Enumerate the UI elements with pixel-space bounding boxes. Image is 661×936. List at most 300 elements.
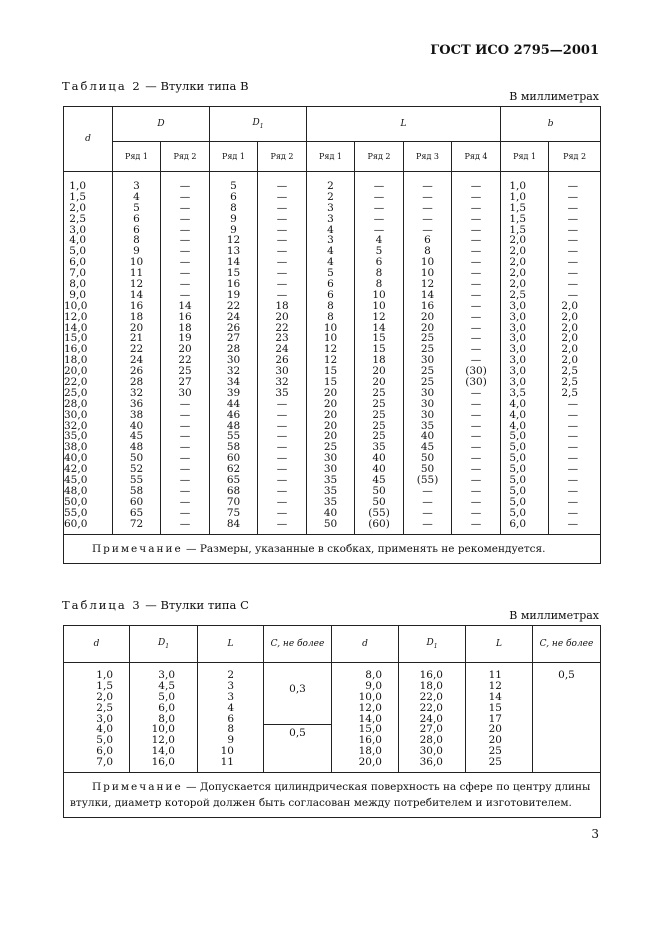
table3-column-D1 xyxy=(130,663,198,773)
table3-cell: 18,0 xyxy=(419,679,443,692)
table2-cell: 10,0 xyxy=(64,299,88,312)
table2-cell: — xyxy=(179,408,191,421)
table2-cell: — xyxy=(276,517,288,530)
table2-cell: 18 xyxy=(178,321,192,334)
table2-cell: — xyxy=(179,234,191,247)
table2-header-D1 xyxy=(210,107,307,142)
table2-cell: — xyxy=(422,484,433,497)
table2-cell: 35 xyxy=(323,495,338,508)
table2-cell: — xyxy=(276,408,288,421)
table2-cell: 20,0 xyxy=(64,365,88,378)
table3-cell: 15,0 xyxy=(358,723,382,736)
table2-cell: 45 xyxy=(420,441,435,454)
table2-cell: 25 xyxy=(372,419,386,432)
table3-C-bottom: 0,5 xyxy=(289,727,306,739)
table2-cell: 4,0 xyxy=(69,234,86,247)
table2-column-L-row1 xyxy=(307,172,355,535)
table2-cell: 42,0 xyxy=(64,463,88,476)
table2-cell: 24 xyxy=(129,354,144,367)
table2-cell: 60 xyxy=(226,452,241,465)
table2-column-b-row2 xyxy=(549,172,601,535)
table2-cell: — xyxy=(470,441,482,454)
table3-cell: 6,0 xyxy=(96,745,113,758)
table2-cell: 25 xyxy=(420,343,435,356)
table2-cell: — xyxy=(567,234,579,247)
table2-note-text: — Размеры, указанные в скобках, применять не рекомендуется. xyxy=(182,542,546,555)
table2-cell: 3,0 xyxy=(509,332,527,345)
table2-cell: 19 xyxy=(226,288,241,301)
table2-cell: 5 xyxy=(133,201,140,214)
table2-cell: — xyxy=(470,517,482,530)
table3-cell: 16,0 xyxy=(151,756,175,769)
table2-cell: 5,0 xyxy=(509,463,527,476)
table2-cell: — xyxy=(470,463,482,476)
table3-cell: 24,0 xyxy=(419,712,443,725)
table2-cell: — xyxy=(276,495,288,508)
table2-cell: — xyxy=(179,484,191,497)
table2-cell: — xyxy=(179,452,191,465)
table2-cell: — xyxy=(422,517,433,530)
table2-cell: 45,0 xyxy=(64,474,88,487)
table2-cell: 20 xyxy=(275,310,289,323)
table2-cell: 16 xyxy=(226,278,241,291)
table2-cell: 32 xyxy=(226,365,241,378)
table3-cell: 4,5 xyxy=(158,679,175,692)
table2-cell: — xyxy=(276,180,288,192)
table2-cell: — xyxy=(470,354,482,367)
table2-header-d: d xyxy=(64,107,113,172)
table2-cell: 24 xyxy=(275,343,289,356)
table2-cell: 35 xyxy=(420,419,435,432)
table2-cell: — xyxy=(422,190,433,203)
table3-cell: 20 xyxy=(488,723,502,736)
table2-cell: 2,5 xyxy=(509,288,527,301)
table2-cell: — xyxy=(179,245,191,258)
table2-cell: — xyxy=(179,288,191,301)
table2-cell: (60) xyxy=(368,517,390,530)
table3-column-C xyxy=(264,663,332,773)
table2-cell: — xyxy=(179,474,191,487)
table2-cell: 14 xyxy=(372,321,386,334)
table2-cell: — xyxy=(567,212,579,225)
table2-cell: 70 xyxy=(226,495,241,508)
table2-cell: 8 xyxy=(133,234,140,247)
table2-cell: 20 xyxy=(323,386,338,399)
table2-cell: — xyxy=(470,201,482,214)
table2-cell: 23 xyxy=(275,332,289,345)
table2-cell: 6,0 xyxy=(69,256,86,269)
table2-cell: 15 xyxy=(226,267,241,280)
table2-cell: 3,5 xyxy=(509,386,527,399)
table2-cell: (30) xyxy=(465,365,487,378)
table2-cell: 40 xyxy=(420,430,435,443)
table3-note-label: Примечание xyxy=(92,781,183,794)
table2-cell: 19 xyxy=(178,332,192,345)
table2-cell: — xyxy=(470,245,482,258)
table2-cell: 10 xyxy=(323,332,338,345)
table2-cell: 2 xyxy=(327,180,334,192)
table3-cell: 1,5 xyxy=(96,679,113,692)
table2-cell: — xyxy=(470,234,482,247)
table3-cell: 5,0 xyxy=(96,734,113,747)
table2-cell: 38 xyxy=(129,408,144,421)
table2-cell: 12 xyxy=(226,234,241,247)
table2-cell: — xyxy=(276,452,288,465)
table2-cell: 25 xyxy=(420,332,435,345)
table3-cell: 27,0 xyxy=(419,723,443,736)
table3-note-text: — Допускается цилиндрическая поверхность на сфере по центру длины втулки, диаметр которой должен быть согласован между потребителем и изготовителем. xyxy=(70,781,591,810)
table2-cell: 8 xyxy=(375,278,383,291)
table3-column-d xyxy=(64,663,130,773)
table2-column-D1-row2 xyxy=(258,172,307,535)
table2-cell: — xyxy=(276,441,288,454)
table2-cell: 25 xyxy=(178,365,192,378)
table2-cell: 3,0 xyxy=(69,223,86,236)
table2-caption-title: — Втулки типа В xyxy=(141,79,249,93)
table2-header-D1-main: D xyxy=(252,118,260,129)
table3-cell: 8 xyxy=(227,723,234,736)
table3-cell: 5,0 xyxy=(158,690,175,703)
table2-cell: — xyxy=(567,430,579,443)
table2-subheader: Ряд 3 xyxy=(404,142,452,172)
table2-cell: 58 xyxy=(129,484,144,497)
table3-cell: 30,0 xyxy=(419,745,443,758)
table2-cell: 10 xyxy=(372,288,386,301)
table2-cell: — xyxy=(567,408,579,421)
table2-cell: — xyxy=(470,474,482,487)
table2-cell: 6 xyxy=(375,256,383,269)
table3-cell: 16,0 xyxy=(419,669,443,681)
table2-cell: 10 xyxy=(420,267,435,280)
table2-cell: 2,5 xyxy=(561,365,579,378)
table2-cell: 4 xyxy=(327,223,334,236)
table2-cell: 55 xyxy=(226,430,241,443)
table2-cell: — xyxy=(276,245,288,258)
table2-note-label: Примечание xyxy=(92,542,183,555)
table2-cell: 2,0 xyxy=(509,245,527,258)
table2-cell: 4,0 xyxy=(509,408,527,421)
table2-cell: — xyxy=(567,484,579,497)
table2-cell: — xyxy=(179,267,191,280)
table3-cell: 3,0 xyxy=(96,712,113,725)
table2-cell: 26 xyxy=(129,365,144,378)
table3-header-L: L xyxy=(198,626,264,663)
table2-cell: 28 xyxy=(129,376,144,389)
table2-cell: — xyxy=(276,278,288,291)
table3-cell: 10,0 xyxy=(151,723,175,736)
table2-cell: 8 xyxy=(375,267,383,280)
table3-C-top: 0,3 xyxy=(264,663,331,725)
table2-cell: 8 xyxy=(327,299,334,312)
table2-note xyxy=(64,534,601,563)
table2-cell: 5,0 xyxy=(509,506,527,519)
table2-column-D1-row1 xyxy=(210,172,258,535)
table2-cell: 9 xyxy=(230,212,237,225)
table2-cell: 9 xyxy=(133,245,140,258)
table2-cell: 4,0 xyxy=(509,397,527,410)
table2-cell: 75 xyxy=(226,506,241,519)
table2-cell: 6 xyxy=(424,234,431,247)
table2-cell: — xyxy=(373,190,385,203)
table2 xyxy=(63,106,601,564)
table3-caption xyxy=(62,598,249,612)
table3-caption-title: — Втулки типа С xyxy=(141,598,249,612)
table2-cell: — xyxy=(470,332,482,345)
table3-cell: 14 xyxy=(488,690,502,703)
table2-caption xyxy=(62,79,249,93)
table3-header-d2: d xyxy=(332,626,399,663)
table2-cell: 18 xyxy=(129,310,144,323)
table2-cell: 15 xyxy=(323,365,338,378)
table2-cell: — xyxy=(179,441,191,454)
table3-header-C2: C, не более xyxy=(533,626,601,663)
table2-cell: 1,5 xyxy=(509,201,527,214)
table2-cell: — xyxy=(276,288,288,301)
table3-cell: 28,0 xyxy=(419,734,443,747)
table2-cell: 50 xyxy=(372,484,386,497)
table2-cell: 48 xyxy=(129,441,144,454)
table2-cell: 22 xyxy=(275,321,289,334)
table3-cell: 3 xyxy=(227,690,234,703)
table2-cell: 40 xyxy=(372,452,386,465)
table3-header-D1-sub: 1 xyxy=(165,642,170,650)
table3-cell: 3,0 xyxy=(158,669,175,681)
table2-cell: 30 xyxy=(420,408,435,421)
table2-cell: — xyxy=(276,463,288,476)
table2-cell: — xyxy=(179,419,191,432)
table2-cell: 8,0 xyxy=(69,278,86,291)
table2-cell: 4 xyxy=(133,190,140,203)
table2-cell: — xyxy=(470,310,482,323)
table2-cell: 5 xyxy=(230,180,237,192)
table2-cell: 12 xyxy=(372,310,386,323)
table3-cell: 17 xyxy=(488,712,502,725)
table2-cell: 12 xyxy=(420,278,435,291)
table2-cell: 15 xyxy=(323,376,338,389)
table2-cell: 35 xyxy=(323,484,338,497)
table2-cell: — xyxy=(567,201,579,214)
table2-cell: 4,0 xyxy=(509,419,527,432)
table2-cell: 5,0 xyxy=(509,484,527,497)
table2-cell: 20 xyxy=(178,343,192,356)
table2-cell: — xyxy=(276,256,288,269)
table3-cell: 15 xyxy=(488,701,502,714)
table2-cell: 30 xyxy=(420,397,435,410)
table2-cell: 2,5 xyxy=(561,386,579,399)
table3-cell: 18,0 xyxy=(358,745,382,758)
table3-cell: 7,0 xyxy=(96,756,113,769)
table3-header-D2 xyxy=(399,626,466,663)
table2-cell: 1,5 xyxy=(509,212,527,225)
table2-cell: — xyxy=(470,256,482,269)
table3-header-C: C, не более xyxy=(264,626,332,663)
table2-cell: 30 xyxy=(275,365,289,378)
table2-cell: — xyxy=(470,397,482,410)
table2-cell: 30 xyxy=(226,354,241,367)
table2-cell: 30 xyxy=(323,463,338,476)
table3-column-C2 xyxy=(533,663,601,773)
table3-cell: 14,0 xyxy=(151,745,175,758)
table2-subheader: Ряд 1 xyxy=(501,142,549,172)
table2-cell: — xyxy=(567,267,579,280)
table2-subheader: Ряд 1 xyxy=(210,142,258,172)
table2-cell: 3 xyxy=(327,201,334,214)
table2-cell: 14,0 xyxy=(64,321,88,334)
table2-cell: 1,0 xyxy=(69,180,86,192)
table2-cell: 44 xyxy=(226,397,241,410)
table2-cell: 6 xyxy=(133,212,140,225)
table2-cell: 2,0 xyxy=(561,354,579,367)
table2-cell: 4 xyxy=(327,245,334,258)
table2-subheader: Ряд 1 xyxy=(113,142,161,172)
table2-cell: 35 xyxy=(372,441,386,454)
table2-cell: — xyxy=(276,212,288,225)
table2-cell: — xyxy=(567,506,579,519)
page-number: 3 xyxy=(591,827,599,841)
table2-cell: 27 xyxy=(226,332,241,345)
table2-cell: — xyxy=(470,452,482,465)
table2-cell: — xyxy=(567,278,579,291)
table3-cell: 11 xyxy=(488,669,502,681)
table2-cell: 60 xyxy=(129,495,144,508)
table2-cell: 72 xyxy=(129,517,144,530)
table2-cell: 1,0 xyxy=(509,180,527,192)
table2-cell: 28 xyxy=(226,343,241,356)
table2-cell: 10 xyxy=(420,256,435,269)
table3-cell: 2,0 xyxy=(96,690,113,703)
table2-cell: — xyxy=(567,441,579,454)
table2-cell: 40 xyxy=(323,506,338,519)
table2-cell: 22,0 xyxy=(64,376,88,389)
table2-cell: 30,0 xyxy=(64,408,88,421)
table3-cell: 14,0 xyxy=(358,712,382,725)
table2-cell: 20 xyxy=(372,376,386,389)
table3-cell: 12,0 xyxy=(151,734,175,747)
table2-cell: 8 xyxy=(424,245,431,258)
table2-cell: — xyxy=(470,190,482,203)
table3-header-D1-main: D xyxy=(157,638,166,649)
table3-cell: 6 xyxy=(227,712,234,725)
table3-cell: 11 xyxy=(220,756,234,769)
table3-cell: 8,0 xyxy=(365,669,382,681)
table2-cell: 14 xyxy=(420,288,435,301)
table2-cell: 40,0 xyxy=(64,452,88,465)
table2-cell: — xyxy=(470,419,482,432)
table2-cell: 6,0 xyxy=(509,517,527,530)
table2-cell: 22 xyxy=(178,354,192,367)
table2-caption-label: Таблица 2 xyxy=(62,79,142,93)
table2-cell: 2,0 xyxy=(561,321,579,334)
table2-cell: 15 xyxy=(372,343,386,356)
table2-cell: — xyxy=(179,190,191,203)
table3-column-D2 xyxy=(399,663,466,773)
table2-cell: 30 xyxy=(420,386,435,399)
table2-cell: — xyxy=(567,256,579,269)
table2-cell: — xyxy=(179,201,191,214)
table2-cell: 25 xyxy=(372,386,386,399)
table2-cell: — xyxy=(567,495,579,508)
table2-cell: 32 xyxy=(129,386,144,399)
table3-cell: 20 xyxy=(488,734,502,747)
table3-cell: 2,5 xyxy=(96,701,113,714)
table2-cell: 68 xyxy=(226,484,241,497)
table2-cell: — xyxy=(470,386,482,399)
table3 xyxy=(63,625,601,818)
table2-cell: 62 xyxy=(226,463,241,476)
table2-cell: — xyxy=(422,506,433,519)
table2-cell: — xyxy=(276,506,288,519)
table3-cell: 22,0 xyxy=(419,690,443,703)
table2-subheader: Ряд 2 xyxy=(549,142,601,172)
table2-cell: 14 xyxy=(178,299,192,312)
table2-cell: 6 xyxy=(133,223,140,236)
table2-cell: 5,0 xyxy=(509,430,527,443)
table2-cell: 20 xyxy=(323,419,338,432)
table2-cell: 8 xyxy=(327,310,334,323)
table2-cell: 12 xyxy=(323,354,338,367)
table2-cell: 5,0 xyxy=(69,245,86,258)
table2-cell: 3,0 xyxy=(509,343,527,356)
table2-cell: 32,0 xyxy=(64,419,88,432)
table3-cell: 12,0 xyxy=(358,701,382,714)
table2-cell: 21 xyxy=(129,332,144,345)
table2-cell: 3 xyxy=(133,180,140,192)
table2-cell: 3 xyxy=(327,212,334,225)
table2-cell: 35 xyxy=(275,386,289,399)
table2-cell: — xyxy=(470,278,482,291)
table2-cell: 48 xyxy=(226,419,241,432)
table2-cell: — xyxy=(567,452,579,465)
table2-column-b-row1 xyxy=(501,172,549,535)
table2-cell: 20 xyxy=(420,321,435,334)
table2-cell: 25,0 xyxy=(64,386,88,399)
table2-cell: — xyxy=(179,430,191,443)
table2-cell: — xyxy=(470,495,482,508)
table2-cell: 20 xyxy=(129,321,144,334)
table2-cell: 11 xyxy=(129,267,144,280)
table2-cell: 30 xyxy=(178,386,192,399)
table2-cell: — xyxy=(422,223,433,236)
table2-cell: 26 xyxy=(275,354,289,367)
table2-cell: — xyxy=(470,484,482,497)
table2-cell: 28,0 xyxy=(64,397,88,410)
table2-cell: 7,0 xyxy=(69,267,86,280)
table2-cell: 4 xyxy=(327,256,334,269)
table2-subheader: Ряд 4 xyxy=(452,142,501,172)
table3-cell: 16,0 xyxy=(358,734,382,747)
table2-cell: 12 xyxy=(129,278,144,291)
table2-cell: 20 xyxy=(323,397,338,410)
table3-cell: 25 xyxy=(488,745,502,758)
table2-cell: 3,0 xyxy=(509,365,527,378)
table3-header-d: d xyxy=(64,626,130,663)
table2-cell: 32 xyxy=(275,376,289,389)
table2-column-d xyxy=(64,172,113,535)
table2-cell: 5 xyxy=(327,267,334,280)
table2-cell: 39 xyxy=(226,386,241,399)
table2-cell: 25 xyxy=(420,376,435,389)
table2-cell: 2,0 xyxy=(561,332,579,345)
table2-cell: 2,5 xyxy=(561,376,579,389)
table2-cell: — xyxy=(567,245,579,258)
table2-cell: 1,0 xyxy=(509,190,527,203)
table2-header-L: L xyxy=(307,107,501,142)
table2-cell: 16 xyxy=(129,299,144,312)
table2-cell: 5,0 xyxy=(509,441,527,454)
table2-cell: 2,0 xyxy=(509,256,527,269)
table2-cell: 1,5 xyxy=(509,223,527,236)
table2-cell: — xyxy=(567,463,579,476)
